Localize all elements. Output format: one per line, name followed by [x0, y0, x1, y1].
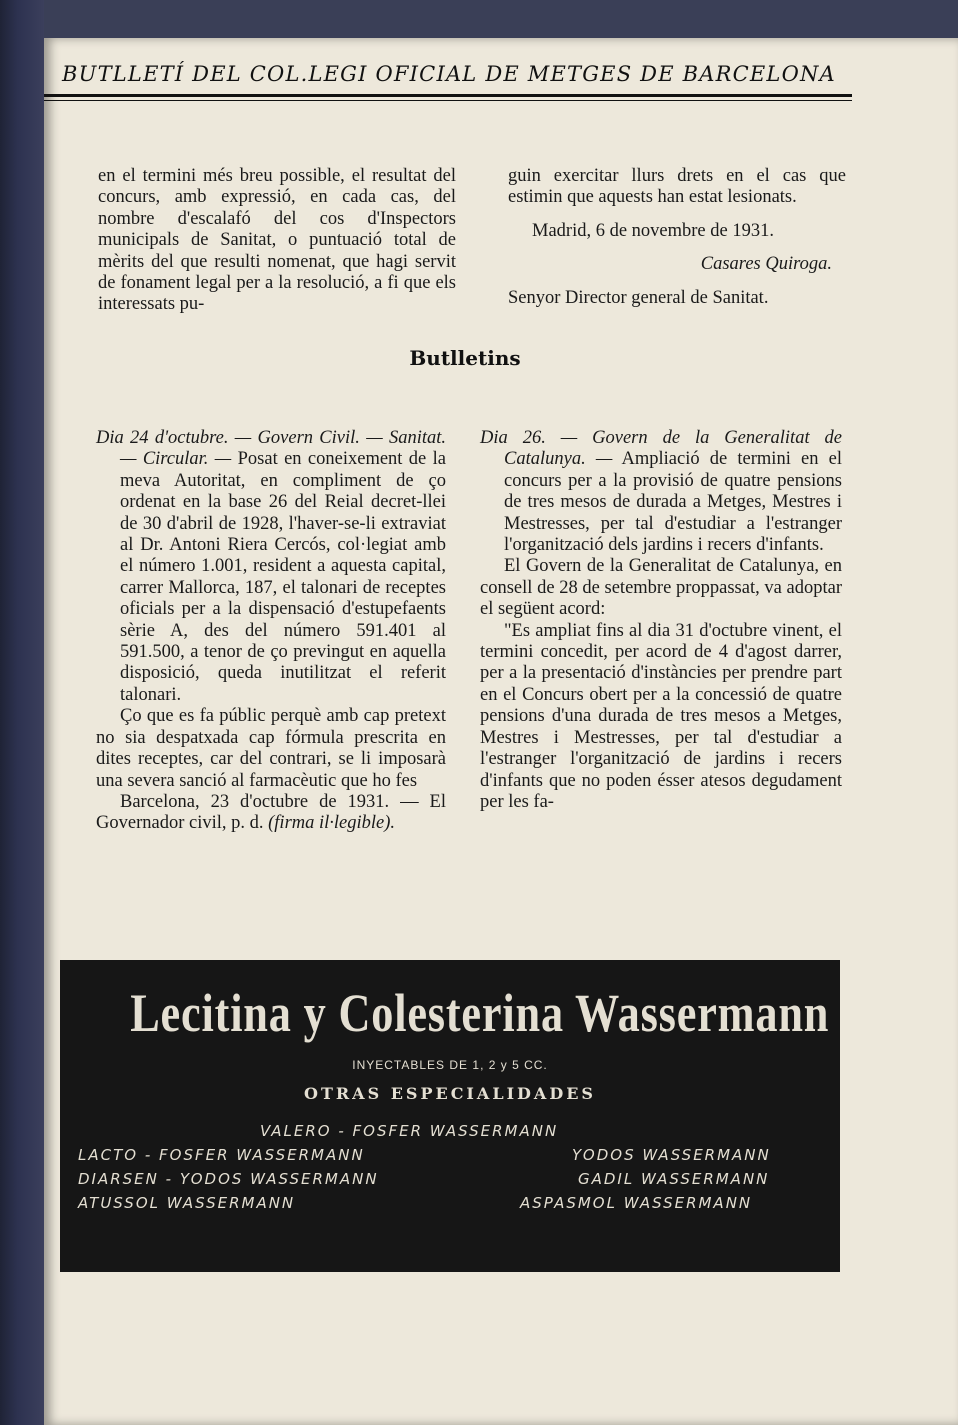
ad-left-product: DIARSEN - YODOS WASSERMANN [78, 1170, 379, 1188]
top-left-column [98, 166, 456, 316]
left-bulletin-header: Dia 24 d'octubre. — Govern Civil. — Sanitat. — Circular. — [96, 428, 446, 470]
right-bulletin-p3: "Es ampliat fins al dia 31 d'octubre vinent, el termini concedit, per acord de 4 d'agost darrer, per a la presentació d'instàncies per prendre part en el Concurs obert per a la concessió de quatre pensions d'una durada de tres mesos a Metges, Mestres i Mestresses, per tal d'estudiar a l'estranger l'organització de jardins i recers d'infants que no poden ésser atesos degudament per les fa- [480, 620, 842, 812]
signature: Casares Quiroga. [700, 254, 832, 275]
left-bulletin-p1 [96, 428, 446, 706]
addressee: Senyor Director general de Sanitat. [508, 287, 769, 308]
section-heading: Butlletins [409, 346, 521, 370]
right-bulletin-body: Ampliació de termini en el concurs per a la provisió de quatre pensions de tres mesos de durada a Metges, Mestres i Mestresses, per tal d'estudiar a l'estranger l'organització dels jardins i recers d'infants. [504, 449, 843, 556]
ad-center-product: VALERO - FOSFER WASSERMANN [260, 1122, 559, 1140]
left-column [96, 428, 446, 835]
ad-right-product: ASPASMOL WASSERMANN [520, 1194, 753, 1212]
ad-title: Lecitina y Colesterina Wassermann [130, 983, 830, 1043]
left-bulletin-signoff: Barcelona, 23 d'octubre de 1931. — El Governador civil, p. d. [96, 791, 446, 834]
left-bulletin-p3 [96, 792, 446, 835]
ad-subtitle: INYECTABLES DE 1, 2 y 5 CC. [352, 1058, 548, 1072]
ad-left-product: ATUSSOL WASSERMANN [78, 1194, 296, 1212]
right-column [480, 428, 842, 813]
left-bulletin-body: Posat en coneixement de la meva Autoritat, en compliment de ço ordenat en la base 26 del Reial decret-llei de 30 d'abril de 1928, l'haver-se-li extraviat al Dr. Antoni Riera Cercós, col·legiat amb el número 1.001, resident a aquesta capital, carrer Mallorca, 187, el talonari de receptes oficials per a la dispensació d'estupefaents sèrie A, des del número 591.401 al 591.500, a tenor de ço previngut en aquella disposició, queda inutilitzat el referit talonari. [120, 449, 446, 705]
left-bulletin-signature: (firma il·legible). [268, 813, 396, 834]
top-right-column [508, 166, 846, 309]
ad-right-product: YODOS WASSERMANN [572, 1146, 771, 1164]
top-left-paragraph: en el termini més breu possible, el resultat del concurs, amb expressió, en cada cas, del nombre d'escalafó del cos d'Inspectors municipals de Sanitat, o puntuació total de mèrits del que resulti nomenat, que hagi servit de fonament legal per a la resolució, a fi que els interessats pu- [98, 166, 456, 315]
right-bulletin-p2: El Govern de la Generalitat de Catalunya, en consell de 28 de setembre proppassat, va adoptar el següent acord: [480, 556, 842, 620]
ad-right-product: GADIL WASSERMANN [578, 1170, 770, 1188]
header-rule-thick [44, 94, 852, 97]
header-rule-thin [44, 100, 852, 101]
right-bulletin-header: Dia 26. — Govern de la Generalitat de Catalunya. — [480, 428, 842, 470]
advertisement [60, 960, 840, 1272]
ad-heading: OTRAS ESPECIALIDADES [304, 1084, 596, 1103]
place-date: Madrid, 6 de novembre de 1931. [532, 220, 774, 241]
book-spine [0, 0, 44, 1425]
running-title: BUTLLETÍ DEL COL.LEGI OFICIAL DE METGES DE BARCELONA [62, 62, 836, 86]
top-right-paragraph: guin exercitar llurs drets en el cas que estimin que aquests han estat lesionats. [508, 166, 846, 208]
ad-left-product: LACTO - FOSFER WASSERMANN [78, 1146, 365, 1164]
right-bulletin-p1 [480, 428, 842, 556]
left-bulletin-p2: Ço que es fa públic perquè amb cap pretext no sia despatxada cap fórmula prescrita en dites receptes, car del contrari, se li imposarà una severa sanció al farmacèutic que ho fes [96, 706, 446, 791]
